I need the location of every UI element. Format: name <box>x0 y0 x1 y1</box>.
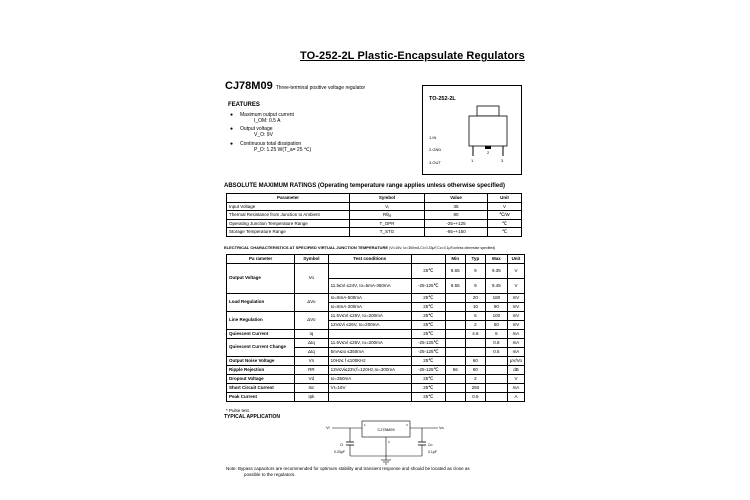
feature-item: ● Continuous total dissipation P_D: 1.25 W(T_a= 25 ℃) <box>230 141 312 153</box>
table-row: Io=5mA-200mA 25℃ 10 90 mV <box>227 302 525 311</box>
abs-max-table <box>226 193 522 237</box>
table-row: Quiescent Current Iq 25℃ 4.6 6 mA <box>227 329 525 338</box>
package-name: TO-252-2L <box>429 96 456 102</box>
pin-number: 2 <box>487 150 490 155</box>
pin-label: 3.OUT <box>429 160 441 165</box>
pin-number: 3 <box>501 158 504 163</box>
table-row: Peak Current Ipk 25℃ 0.5 A <box>227 392 525 401</box>
table-row: 11.5≤Vi ≤24V, Io=5mA-350mA -25-125℃ 8.55 9 9.45 V <box>227 278 525 293</box>
elec-char-table <box>226 254 525 402</box>
co-label: Co <box>428 443 433 447</box>
table-row: Quiescent Current Change ΔIq 11.5V≤Vi ≤26V, Io=200mA -25-125℃ 0.8 mA <box>227 338 525 347</box>
part-description: Three-terminal positive voltage regulator <box>275 85 366 91</box>
table-row: Output Noise Voltage Vn 10Hz≤ f ≤100KHz 25℃ 60 μV/Vo <box>227 356 525 365</box>
abs-max-heading: ABSOLUTE MAXIMUM RATINGS (Operating temperature range applies unless otherwise specified) <box>224 183 505 189</box>
bullet-icon: ● <box>230 141 234 147</box>
pin-number: 1 <box>471 158 474 163</box>
table-row: Output Voltage Vo 25℃ 8.65 9 9.35 V <box>227 263 525 278</box>
pin-label: 1.IN <box>429 135 437 140</box>
table-row: Line Regulation ΔVo 11.5V≤Vi ≤26V, Io=200mA 25℃ 6 100 mV <box>227 311 525 320</box>
table-row: ΔIq 5mA≤Io ≤350mA -25-125℃ 0.5 mA <box>227 347 525 356</box>
typical-application-heading: TYPICAL APPLICATION <box>224 414 281 420</box>
typical-application-circuit <box>320 418 450 466</box>
ci-label: Ci <box>340 443 344 447</box>
vi-label: Vi <box>326 425 330 430</box>
table-row: Ripple Rejection RR 13V≤Vi≤23V,f=120Hz,Io=300mA -25-125℃ 56 80 dB <box>227 365 525 374</box>
document-title: TO-252-2L Plastic-Encapsulate Regulators <box>300 50 525 62</box>
ic-label: CJ78M09 <box>377 427 395 432</box>
co-value: 0.1μF <box>428 450 438 454</box>
pin-number: 2 <box>388 440 390 444</box>
bullet-icon: ● <box>230 126 234 132</box>
pin-label: 2.GND <box>429 147 442 152</box>
bullet-icon: ● <box>230 112 234 118</box>
pulse-test-note: * Pulse test. <box>226 408 251 413</box>
part-number <box>225 80 365 92</box>
table-row: Short Circuit Current Isc VI=16V 25℃ 250 mA <box>227 383 525 392</box>
vo-label: Vo <box>439 425 444 430</box>
bypass-note: Note: Bypass capacitors are recommended for optimum stability and transient response and should be located as close as possible to the regulators. <box>226 466 470 477</box>
table-row: Thermal Resistance from Junction to Ambient Rθⱼₐ 80 ℃/W <box>227 211 522 220</box>
table-row: Dropout Voltage Vd Io=350mA 25℃ 2 V <box>227 374 525 383</box>
pin-number: 3 <box>406 423 408 427</box>
pin-number: 1 <box>364 423 366 427</box>
table-row: Storage Temperature Range T_STG -65~+150 ℃ <box>227 228 522 237</box>
table-header-row: Parameter Symbol Value Unit <box>227 194 522 203</box>
table-row: Operating Junction Temperature Range T_OPR -25~+125 ℃ <box>227 219 522 228</box>
package-drawing <box>463 104 517 166</box>
feature-item: ● Maximum output current I_OM: 0.5 A <box>230 112 294 124</box>
elec-char-heading: ELECTRICAL CHARACTERISTICS AT SPECIFIED VIRTUAL JUNCTION TEMPERATURE (Vi=16V, Io=350mA,Ci=0.33μF,Co=0.1μF,unless otherwise specified) <box>224 245 496 250</box>
features-heading: FEATURES <box>228 102 260 108</box>
part-number-text: CJ78M09 <box>225 80 273 92</box>
table-header-row: Pa rameter Symbol Test conditions Min Typ Max Unit <box>227 255 525 264</box>
table-row: Load Regulation ΔVo Io=5mA-500mA 25℃ 20 180 mV <box>227 293 525 302</box>
ci-value: 0.33μF <box>334 450 345 454</box>
table-row: 12V≤Vi ≤26V, Io=200mA 25℃ 2 50 mV <box>227 320 525 329</box>
table-row: Input Voltage Vᵢ 35 V <box>227 202 522 211</box>
package-box <box>422 85 522 175</box>
feature-item: ● Output voltage V_O: 9V <box>230 126 273 138</box>
